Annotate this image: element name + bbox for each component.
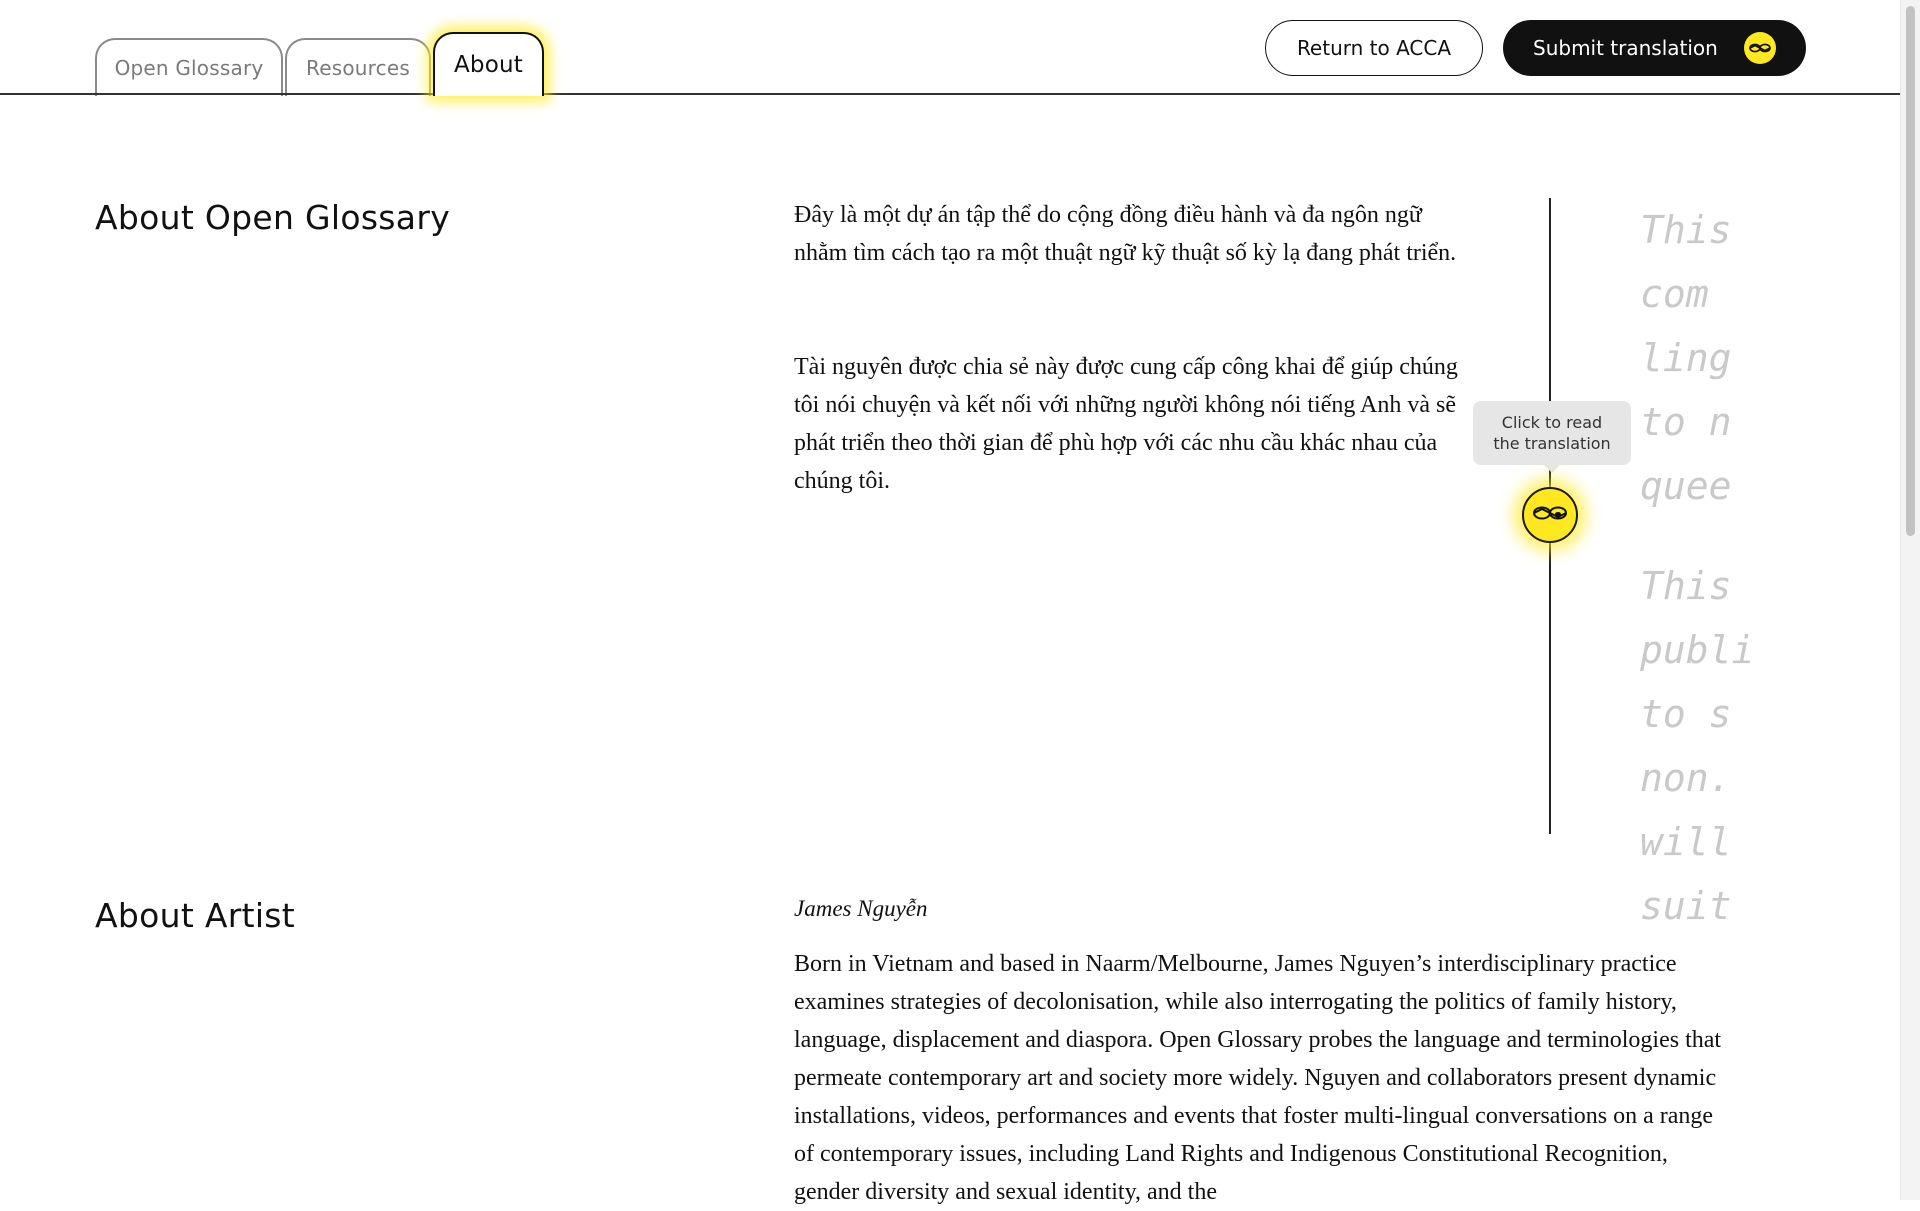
- handwritten-line: non.: [1640, 756, 1732, 800]
- submit-translation-button[interactable]: [1503, 20, 1806, 76]
- page-scrollbar[interactable]: [1900, 0, 1920, 1200]
- about-glossary-heading: About Open Glossary: [95, 198, 451, 237]
- translation-tooltip: [1473, 401, 1631, 465]
- tooltip-line-2: the translation: [1493, 434, 1611, 453]
- handwritten-line: This: [1640, 564, 1732, 608]
- artist-name: James Nguyễn: [794, 896, 928, 921]
- handwritten-line: suit: [1640, 884, 1732, 928]
- glossary-paragraph-vi-1: Đây là một dự án tập thể do cộng đồng điều hành và đa ngôn ngữ nhằm tìm cách tạo ra một thuật ngữ kỹ thuật số kỳ lạ đang phát triển.: [794, 202, 1457, 266]
- artist-bio: Born in Vietnam and based in Naarm/Melbourne, James Nguyen’s interdisciplinary practice examines strategies of decolonisation, while also interrogating the politics of family history, language, displacement and diaspora. Open Glossary probes the language and terminologies that permeate contemporary art and society more widely. Nguyen and collaborators present dynamic installations, videos, performances and events that foster multi-lingual conversations on a range of contemporary issues, including Land Rights and Indigenous Constitutional Recognition, gender diversity and sexual identity, and the: [794, 951, 1722, 1205]
- tab-resources-label: Resources: [306, 56, 410, 80]
- handwritten-line: com: [1640, 272, 1709, 316]
- tab-open-glossary-label: Open Glossary: [114, 56, 264, 80]
- tab-about[interactable]: [433, 32, 544, 96]
- glasses-icon: [1744, 32, 1776, 64]
- scrollbar-thumb[interactable]: [1906, 6, 1915, 536]
- about-artist-heading: About Artist: [95, 896, 296, 935]
- handwritten-line: publi: [1640, 628, 1755, 672]
- handwritten-paragraph-2: [1640, 554, 1755, 938]
- handwritten-paragraph-1: [1640, 198, 1732, 518]
- submit-translation-label: Submit translation: [1533, 36, 1718, 60]
- tab-open-glossary[interactable]: [95, 38, 283, 96]
- handwritten-translation-preview: [1640, 198, 1755, 928]
- handwritten-line: will: [1640, 820, 1732, 864]
- glossary-paragraph-vi-2: Tài nguyên được chia sẻ này được cung cấp công khai để giúp chúng tôi nói chuyện và kết nối với những người không nói tiếng Anh và sẽ phát triển theo thời gian để phù hợp với các nhu cầu khác nhau của chúng tôi.: [794, 354, 1458, 494]
- translation-slider-handle[interactable]: [1522, 487, 1578, 543]
- header-divider: [0, 93, 1900, 95]
- tooltip-line-1: Click to read: [1501, 413, 1603, 432]
- handwritten-line: to n: [1640, 400, 1732, 444]
- tab-resources[interactable]: [285, 38, 431, 96]
- handwritten-line: to s: [1640, 692, 1732, 736]
- handwritten-line: ling: [1640, 336, 1732, 380]
- handwritten-line: This: [1640, 208, 1732, 252]
- return-to-acca-button[interactable]: [1265, 20, 1483, 76]
- tab-about-label: About: [453, 52, 523, 78]
- return-to-acca-label: Return to ACCA: [1296, 36, 1452, 60]
- handwritten-line: quee: [1640, 464, 1732, 508]
- glasses-icon: [1530, 502, 1570, 529]
